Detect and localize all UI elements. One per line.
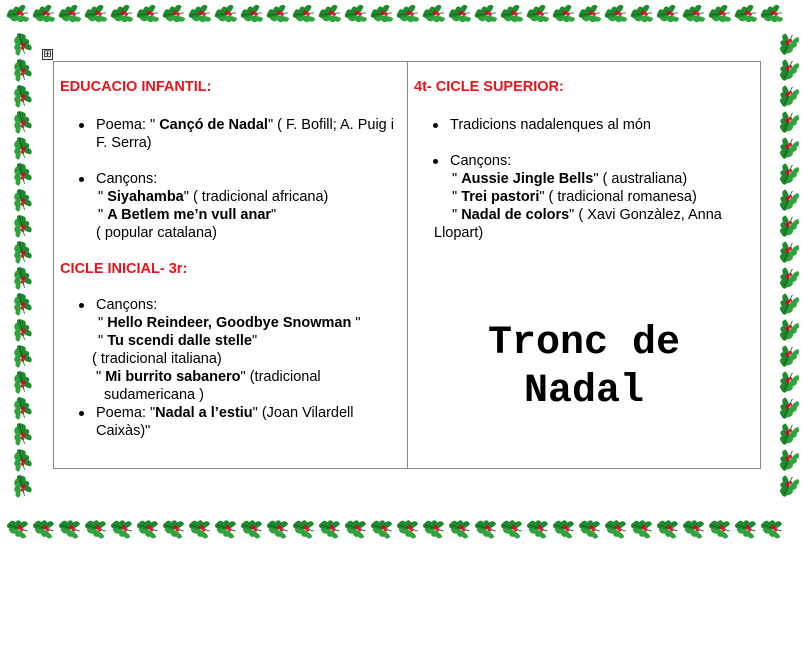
holly-sprig-icon xyxy=(239,4,263,25)
holly-sprig-icon xyxy=(777,292,801,318)
holly-sprig-icon xyxy=(57,4,81,25)
holly-sprig-icon xyxy=(777,84,801,110)
list-item xyxy=(96,404,401,440)
holly-sprig-icon xyxy=(317,518,341,539)
holly-sprig-icon xyxy=(9,421,33,447)
holly-sprig-icon xyxy=(239,518,263,539)
poema2-post: " (Joan Vilardell Caixàs)" xyxy=(96,405,354,439)
holly-sprig-icon xyxy=(603,4,627,25)
holly-sprig-icon xyxy=(31,4,55,25)
holly-sprig-icon xyxy=(473,518,497,539)
holly-sprig-icon xyxy=(499,518,523,539)
holly-sprig-icon xyxy=(9,31,33,57)
holly-sprig-icon xyxy=(551,518,575,539)
poema1-pre: Poema: " xyxy=(96,117,160,133)
song-tu-scendi-note: ( tradicional italiana) xyxy=(92,351,222,367)
holly-sprig-icon xyxy=(655,518,679,539)
list-item xyxy=(92,296,401,404)
holly-sprig-icon xyxy=(9,265,33,291)
holly-sprig-icon xyxy=(525,518,549,539)
cancons-label: Cançons: xyxy=(450,153,512,169)
cancons-label: Cançons: xyxy=(96,171,158,187)
holly-sprig-icon xyxy=(369,4,393,25)
holly-sprig-icon xyxy=(9,161,33,187)
program-table xyxy=(53,61,761,469)
list-item xyxy=(96,116,401,152)
holly-sprig-icon xyxy=(777,58,801,84)
holly-sprig-icon xyxy=(9,317,33,343)
holly-sprig-icon xyxy=(213,518,237,539)
holly-sprig-icon xyxy=(777,448,801,474)
song-tu-scendi: " Tu scendi dalle stelle" xyxy=(98,333,258,349)
holly-sprig-icon xyxy=(9,83,33,109)
holly-sprig-icon xyxy=(551,4,575,25)
holly-sprig-icon xyxy=(135,518,159,539)
song-trei-pastori: " Trei pastori" ( tradicional romanesa) xyxy=(452,189,697,205)
holly-sprig-icon xyxy=(629,4,653,25)
holly-sprig-icon xyxy=(9,57,33,83)
holly-sprig-icon xyxy=(395,4,419,25)
holly-sprig-icon xyxy=(777,396,801,422)
list-item xyxy=(96,170,401,242)
song-mi-burrito-note: sudamericana ) xyxy=(104,387,204,403)
poema2-pre: Poema: " xyxy=(96,405,156,421)
poema1-title: Cançó de Nadal xyxy=(159,117,268,133)
holly-sprig-icon xyxy=(291,4,315,25)
holly-sprig-icon xyxy=(577,4,601,25)
song-nadal-de-colors-cont: Llopart) xyxy=(434,225,484,241)
holly-sprig-icon xyxy=(395,518,419,539)
title-line-1: Tronc de xyxy=(487,321,681,366)
song-siyahamba: " Siyahamba" ( tradicional africana) xyxy=(98,189,329,205)
holly-sprig-icon xyxy=(759,4,783,25)
heading-educacio-infantil: EDUCACIO INFANTIL: xyxy=(60,79,212,95)
holly-sprig-icon xyxy=(9,291,33,317)
holly-sprig-icon xyxy=(213,4,237,25)
holly-sprig-icon xyxy=(777,240,801,266)
holly-sprig-icon xyxy=(161,518,185,539)
holly-sprig-icon xyxy=(777,214,801,240)
song-hello-reindeer: " Hello Reindeer, Goodbye Snowman " xyxy=(98,315,361,331)
holly-sprig-icon xyxy=(777,370,801,396)
holly-sprig-icon xyxy=(421,518,445,539)
holly-sprig-icon xyxy=(421,4,445,25)
holly-sprig-icon xyxy=(9,213,33,239)
tronc-de-nadal-title xyxy=(408,320,760,416)
holly-sprig-icon xyxy=(9,395,33,421)
holly-sprig-icon xyxy=(265,518,289,539)
table-move-handle[interactable]: ⊞ xyxy=(43,49,52,60)
holly-sprig-icon xyxy=(655,4,679,25)
holly-sprig-icon xyxy=(9,135,33,161)
holly-sprig-icon xyxy=(707,4,731,25)
heading-cicle-inicial: CICLE INICIAL- 3r: xyxy=(60,261,188,277)
holly-sprig-icon xyxy=(9,369,33,395)
title-line-2: Nadal xyxy=(523,369,645,414)
holly-sprig-icon xyxy=(629,518,653,539)
holly-sprig-icon xyxy=(109,518,133,539)
holly-sprig-icon xyxy=(777,344,801,370)
holly-sprig-icon xyxy=(369,518,393,539)
inicial-list xyxy=(60,296,401,440)
holly-sprig-icon xyxy=(681,518,705,539)
cancons-label: Cançons: xyxy=(96,297,158,313)
holly-sprig-icon xyxy=(187,4,211,25)
holly-sprig-icon xyxy=(343,4,367,25)
poema1-post: " ( F. Bofill; A. Puig i F. Serra) xyxy=(96,117,394,151)
holly-sprig-icon xyxy=(733,4,757,25)
holly-sprig-icon xyxy=(777,32,801,58)
holly-sprig-icon xyxy=(9,473,33,499)
holly-sprig-icon xyxy=(525,4,549,25)
holly-sprig-icon xyxy=(5,518,29,539)
list-item xyxy=(450,116,754,134)
cell-cicle-superior xyxy=(408,62,760,468)
holly-sprig-icon xyxy=(317,4,341,25)
holly-sprig-icon xyxy=(733,518,757,539)
holly-sprig-icon xyxy=(681,4,705,25)
holly-sprig-icon xyxy=(759,518,783,539)
holly-sprig-icon xyxy=(577,518,601,539)
holly-sprig-icon xyxy=(265,4,289,25)
holly-sprig-icon xyxy=(135,4,159,25)
holly-sprig-icon xyxy=(447,518,471,539)
holly-sprig-icon xyxy=(499,4,523,25)
holly-sprig-icon xyxy=(9,187,33,213)
holly-sprig-icon xyxy=(777,422,801,448)
song-nadal-de-colors: " Nadal de colors" ( Xavi Gonzàlez, Anna xyxy=(452,207,722,223)
song-mi-burrito: " Mi burrito sabanero" (tradicional xyxy=(96,369,321,385)
poema2-title: Nadal a l’estiu xyxy=(155,405,253,421)
song-a-betlem-note: ( popular catalana) xyxy=(96,225,217,241)
holly-sprig-icon xyxy=(9,343,33,369)
holly-sprig-icon xyxy=(83,518,107,539)
infantil-list xyxy=(60,116,401,242)
holly-sprig-icon xyxy=(343,518,367,539)
heading-cicle-superior: 4t- CICLE SUPERIOR: xyxy=(414,79,564,95)
holly-sprig-icon xyxy=(777,318,801,344)
holly-sprig-icon xyxy=(473,4,497,25)
holly-sprig-icon xyxy=(9,109,33,135)
holly-sprig-icon xyxy=(777,188,801,214)
holly-sprig-icon xyxy=(777,474,801,500)
holly-sprig-icon xyxy=(9,447,33,473)
holly-sprig-icon xyxy=(57,518,81,539)
tradicions-item: Tradicions nadalenques al món xyxy=(450,117,651,133)
holly-sprig-icon xyxy=(109,4,133,25)
holly-sprig-icon xyxy=(777,136,801,162)
holly-sprig-icon xyxy=(777,266,801,292)
holly-sprig-icon xyxy=(777,162,801,188)
holly-sprig-icon xyxy=(777,110,801,136)
holly-sprig-icon xyxy=(187,518,211,539)
song-aussie-jingle-bells: " Aussie Jingle Bells" ( australiana) xyxy=(452,171,688,187)
holly-sprig-icon xyxy=(5,4,29,25)
holly-sprig-icon xyxy=(291,518,315,539)
superior-list xyxy=(414,116,754,242)
holly-sprig-icon xyxy=(447,4,471,25)
holly-sprig-icon xyxy=(707,518,731,539)
cell-infantil-inicial xyxy=(54,62,408,468)
holly-sprig-icon xyxy=(83,4,107,25)
list-item xyxy=(434,152,754,242)
holly-sprig-icon xyxy=(9,239,33,265)
holly-sprig-icon xyxy=(161,4,185,25)
holly-sprig-icon xyxy=(31,518,55,539)
holly-sprig-icon xyxy=(603,518,627,539)
song-a-betlem: " A Betlem me’n vull anar" xyxy=(98,207,277,223)
